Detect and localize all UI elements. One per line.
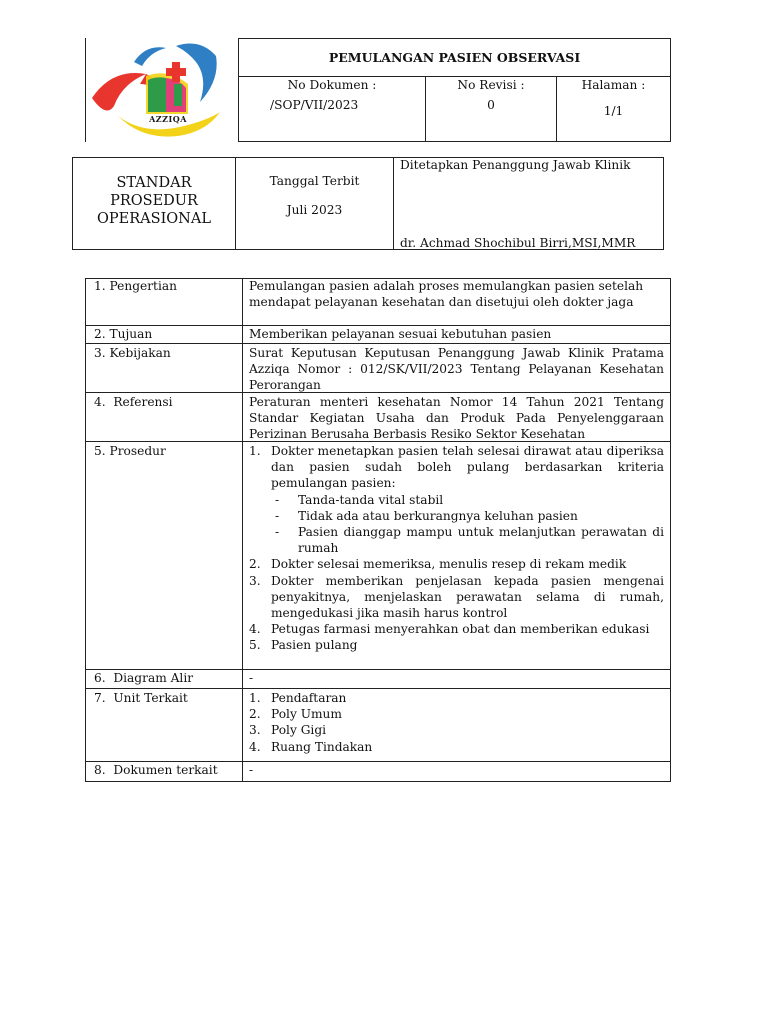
document-title: PEMULANGAN PASIEN OBSERVASI: [328, 50, 581, 65]
no-revisi-value: 0: [487, 98, 495, 112]
unit-name-2: Poly Umum: [271, 707, 342, 722]
unit-name-3: Poly Gigi: [271, 723, 327, 738]
row-border-2: [85, 343, 671, 344]
halaman-label: Halaman :: [581, 78, 646, 92]
unit-terkait-label: 7. Unit Terkait: [94, 691, 188, 705]
step-4-text: Petugas farmasi menyerahkan obat dan memberikan edukasi: [271, 622, 650, 637]
unit-number-3: 3.: [249, 723, 261, 738]
kebijakan-label: 3. Kebijakan: [94, 346, 171, 360]
unit-item-4: [249, 739, 664, 755]
unit-number-2: 2.: [249, 707, 261, 722]
signatory-name: dr. Achmad Shochibul Birri,MSI,MMR: [400, 236, 636, 250]
content-left-border: [85, 278, 86, 782]
unit-item-3: [249, 722, 664, 738]
step-5-number: 5.: [249, 638, 261, 653]
criteria-text-1: Tanda-tanda vital stabil: [298, 492, 444, 507]
unit-number-4: 4.: [249, 739, 261, 754]
content-right-border: [670, 278, 671, 782]
step-2-text: Dokter selesai memeriksa, menulis resep di rekam medik: [271, 557, 627, 572]
unit-number-1: 1.: [249, 691, 261, 705]
tanggal-terbit-value: Juli 2023: [286, 203, 343, 217]
clinic-logo: [88, 40, 236, 140]
prosedur-step-5: [249, 637, 664, 653]
pengertian-text: Pemulangan pasien adalah proses memulangkan pasien setelah mendapat pelayanan kesehatan dan disetujui oleh dokter jaga: [249, 279, 644, 310]
tujuan-label: 2. Tujuan: [94, 327, 153, 341]
step-1-number: 1.: [249, 444, 261, 458]
unit-item-1: [249, 690, 664, 706]
step-2-number: 2.: [249, 557, 261, 572]
step-5-text: Pasien pulang: [271, 638, 358, 653]
step-3-text: Dokter memberikan penjelasan kepada pasien mengenai penyakitnya, menjelaskan perawatan selama di rumah, mengedukasi jika masih harus kontrol: [271, 573, 664, 621]
logo-text: AZZIQA: [149, 114, 187, 124]
prosedur-list: [249, 443, 664, 654]
kebijakan-text: Surat Keputusan Keputusan Penanggung Jawab Klinik Pratama Azziqa Nomor : 012/SK/VII/2023 Tentang Pelayanan Kesehatan Perorangan: [249, 346, 664, 393]
referensi-text: Peraturan menteri kesehatan Nomor 14 Tahun 2021 Tentang Standar Kegiatan Usaha dan Produk Pada Penyelenggaraan Perizinan Berusaha Berbasis Resiko Sektor Kesehatan: [249, 395, 664, 442]
header-bottom-border: [238, 141, 671, 142]
content-col-divider: [242, 278, 243, 782]
criteria-dash: -: [275, 508, 280, 523]
criteria-item-1: [249, 492, 664, 508]
prosedur-label: 5. Prosedur: [94, 444, 166, 458]
dokumen-terkait-label: 8. Dokumen terkait: [94, 763, 218, 777]
prosedur-step-4: [249, 621, 664, 637]
header-left-border: [85, 38, 86, 142]
step-3-number: 3.: [249, 573, 261, 588]
diagram-alir-label: 6. Diagram Alir: [94, 671, 194, 685]
criteria-dash: -: [275, 525, 280, 540]
unit-terkait-list: [249, 690, 664, 755]
no-dokumen-label: No Dokumen :: [287, 78, 377, 92]
prosedur-step-3: [249, 573, 664, 622]
no-dokumen-value: /SOP/VII/2023: [270, 98, 359, 112]
header-right-border: [670, 38, 671, 142]
pengertian-label: 1. Pengertian: [94, 279, 177, 293]
ditetapkan-label: Ditetapkan Penanggung Jawab Klinik: [400, 158, 631, 172]
criteria-item-3: [249, 524, 664, 556]
criteria-text-3: Pasien dianggap mampu untuk melanjutkan perawatan di rumah: [298, 525, 664, 556]
step-1-text: Dokter menetapkan pasien telah selesai dirawat atau diperiksa dan pasien sudah boleh pulang berdasarkan kriteria pemulangan pasien:: [271, 444, 664, 491]
row-border-6: [85, 688, 671, 689]
step-4-number: 4.: [249, 622, 261, 637]
prosedur-step-1: [249, 443, 664, 492]
sop-title-line-1: STANDAR: [116, 175, 192, 191]
criteria-text-2: Tidak ada atau berkurangnya keluhan pasien: [298, 508, 578, 523]
criteria-item-2: [249, 508, 664, 524]
dokumen-terkait-text: -: [249, 763, 254, 777]
sop-box-divider-2: [393, 157, 394, 250]
tujuan-text: Memberikan pelayanan sesuai kebutuhan pasien: [249, 327, 552, 341]
no-revisi-label: No Revisi :: [457, 78, 525, 92]
unit-name-4: Ruang Tindakan: [271, 739, 373, 754]
prosedur-step-2: [249, 556, 664, 572]
header-top-border: [238, 38, 671, 39]
sop-box-right: [663, 157, 664, 250]
header-mid-border: [238, 76, 671, 77]
halaman-value: 1/1: [603, 104, 624, 118]
diagram-alir-text: -: [249, 671, 254, 685]
unit-name-1: Pendaftaran: [271, 691, 347, 705]
referensi-label: 4. Referensi: [94, 395, 173, 409]
row-border-bottom: [85, 781, 671, 782]
sop-title-line-3: OPERASIONAL: [97, 211, 211, 227]
sop-title-line-2: PROSEDUR: [110, 193, 198, 209]
unit-item-2: [249, 706, 664, 722]
tanggal-terbit-label: Tanggal Terbit: [269, 174, 360, 188]
criteria-dash: -: [275, 492, 280, 507]
sop-title: [73, 174, 235, 228]
